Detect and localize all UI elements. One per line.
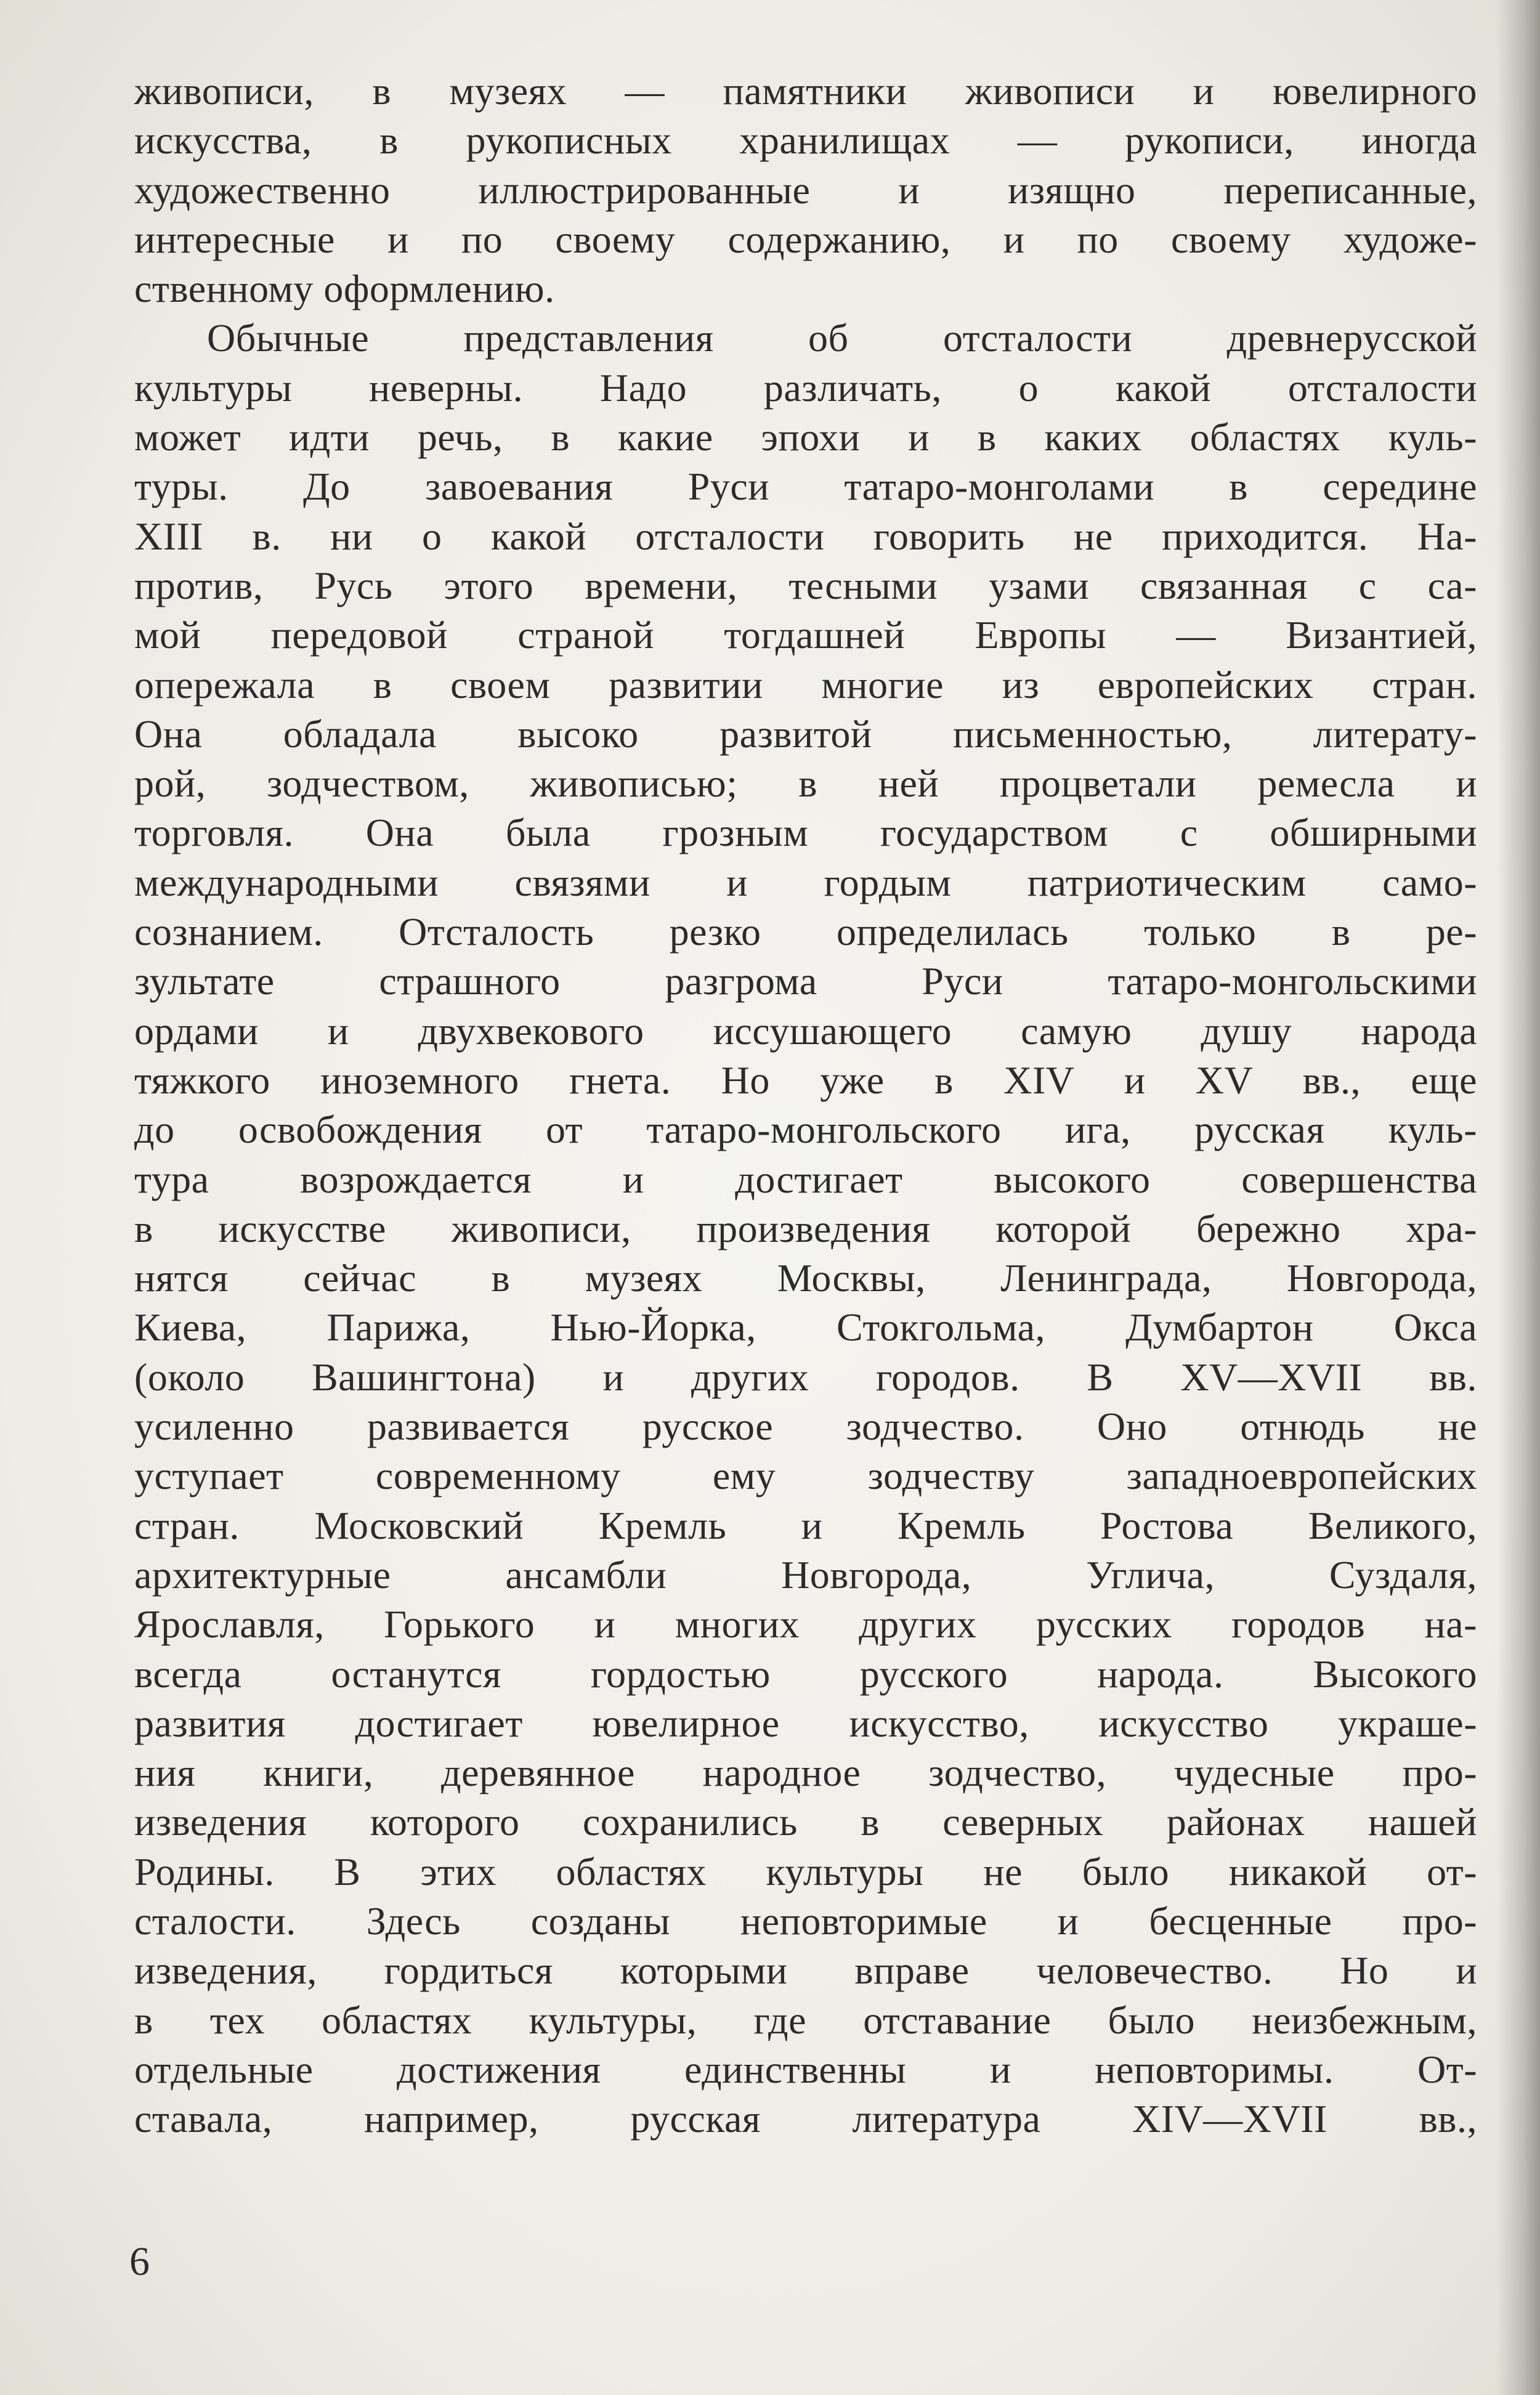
text-line: уступает современному ему зодчеству западноевропейских: [134, 1454, 1477, 1498]
text-line: изведения которого сохранились в северных районах нашей: [134, 1800, 1477, 1844]
text-line: международными связями и гордым патриотическим само-: [134, 860, 1477, 904]
text-line: ставала, например, русская литература XIV—XVII вв.,: [134, 2097, 1477, 2141]
text-line: (около Вашингтона) и других городов. В XV—XVII вв.: [134, 1355, 1477, 1399]
text-line: интересные и по своему содержанию, и по своему художе-: [134, 217, 1477, 261]
text-line: Родины. В этих областях культуры не было никакой от-: [134, 1849, 1477, 1894]
text-line: ния книги, деревянное народное зодчество, чудесные про-: [134, 1751, 1477, 1795]
text-line: сознанием. Отсталость резко определилась только в ре-: [134, 910, 1477, 954]
text-line: живописи, в музеях — памятники живописи и ювелирного: [134, 69, 1477, 113]
text-line: в искусстве живописи, произведения которой бережно хра-: [134, 1206, 1477, 1250]
text-line: в тех областях культуры, где отставание было неизбежным,: [134, 1998, 1477, 2042]
text-line: Киева, Парижа, Нью-Йорка, Стокгольма, Думбартон Окса: [134, 1305, 1477, 1350]
text-line: может идти речь, в какие эпохи и в каких областях куль-: [134, 415, 1477, 460]
page-number: 6: [129, 2239, 150, 2284]
text-line: сталости. Здесь созданы неповторимые и бесценные про-: [134, 1899, 1477, 1943]
body-text: [134, 67, 1477, 2144]
text-line: ственному оформлению.: [134, 267, 555, 311]
text-line: художественно иллюстрированные и изящно переписанные,: [134, 168, 1477, 212]
text-line: Она обладала высоко развитой письменностью, литерату-: [134, 711, 1477, 756]
text-line: Ярославля, Горького и многих других русских городов на-: [134, 1602, 1477, 1647]
text-line: туры. До завоевания Руси татаро-монголами в середине: [134, 464, 1477, 509]
text-line: развития достигает ювелирное искусство, искусство украше-: [134, 1701, 1477, 1745]
text-line: до освобождения от татаро-монгольского ига, русская куль-: [134, 1108, 1477, 1152]
text-line: опережала в своем развитии многие из европейских стран.: [134, 662, 1477, 707]
text-line: архитектурные ансамбли Новгорода, Углича, Суздаля,: [134, 1552, 1477, 1597]
text-line: рой, зодчеством, живописью; в ней процветали ремесла и: [134, 761, 1477, 806]
text-line: зультате страшного разгрома Руси татаро-монгольскими: [134, 959, 1477, 1003]
text-line: усиленно развивается русское зодчество. Оно отнюдь не: [134, 1404, 1477, 1449]
text-line: тура возрождается и достигает высокого совершенства: [134, 1157, 1477, 1201]
text-line: тяжкого иноземного гнета. Но уже в XIV и XV вв., еще: [134, 1058, 1477, 1102]
text-line: отдельные достижения единственны и неповторимы. От-: [134, 2047, 1477, 2091]
text-line: нятся сейчас в музеях Москвы, Ленинграда, Новгорода,: [134, 1256, 1477, 1300]
text-line: стран. Московский Кремль и Кремль Ростова Великого,: [134, 1503, 1477, 1547]
text-line: всегда останутся гордостью русского народа. Высокого: [134, 1651, 1477, 1696]
text-line: ордами и двухвекового иссушающего самую душу народа: [134, 1008, 1477, 1053]
text-line: Обычные представления об отсталости древнерусской: [207, 316, 1477, 360]
text-line: искусства, в рукописных хранилищах — рукописи, иногда: [134, 118, 1477, 163]
text-line: XIII в. ни о какой отсталости говорить не приходится. На-: [134, 514, 1477, 558]
text-line: изведения, гордиться которыми вправе человечество. Но и: [134, 1948, 1477, 1993]
text-line: мой передовой страной тогдашней Европы — Византией,: [134, 613, 1477, 657]
text-line: культуры неверны. Надо различать, о какой отсталости: [134, 365, 1477, 410]
text-line: против, Русь этого времени, тесными узами связанная с са-: [134, 563, 1477, 607]
page-edge-shadow: [1497, 0, 1540, 2395]
text-line: торговля. Она была грозным государством с обширными: [134, 811, 1477, 855]
